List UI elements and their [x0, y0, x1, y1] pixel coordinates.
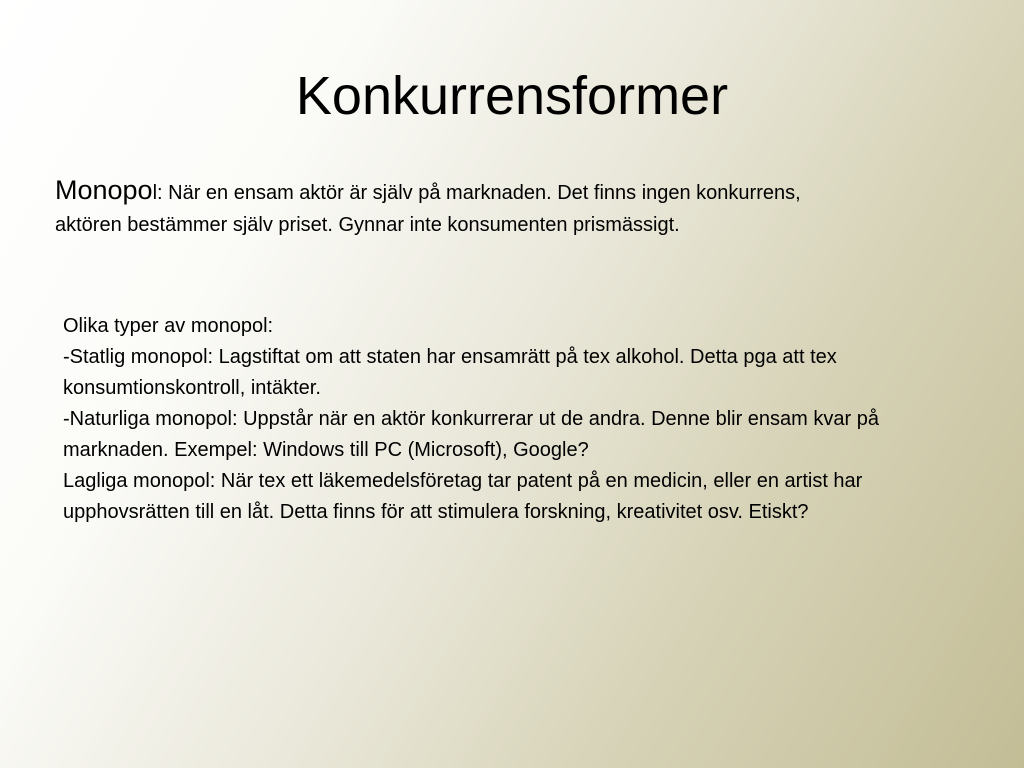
monopoly-types-heading: Olika typer av monopol: [63, 315, 274, 337]
slide-title: Konkurrensformer [295, 66, 729, 126]
monopoly-definition [55, 174, 845, 241]
monopoly-definition-text: l: När en ensam aktör är själv på marknaden. Det finns ingen konkurrens, aktören bestämmer själv priset. Gynnar inte konsumenten prismässigt. [55, 182, 801, 236]
monopoly-term: Monopo [55, 175, 153, 205]
natural-monopoly-text: -Naturliga monopol: Uppstår när en aktör konkurrerar ut de andra. Denne blir ensam kvar på marknaden. Exempel: Windows till PC (Microsoft), Google? [63, 408, 879, 461]
monopoly-types [63, 311, 953, 528]
state-monopoly-text: -Statlig monopol: Lagstiftat om att staten har ensamrätt på tex alkohol. Detta pga att tex konsumtionskontroll, intäkter. [63, 346, 837, 399]
legal-monopoly-text: Lagliga monopol: När tex ett läkemedelsföretag tar patent på en medicin, eller en artist har upphovsrätten till en låt. Detta finns för att stimulera forskning, kreativitet osv. Etiskt? [63, 470, 863, 523]
